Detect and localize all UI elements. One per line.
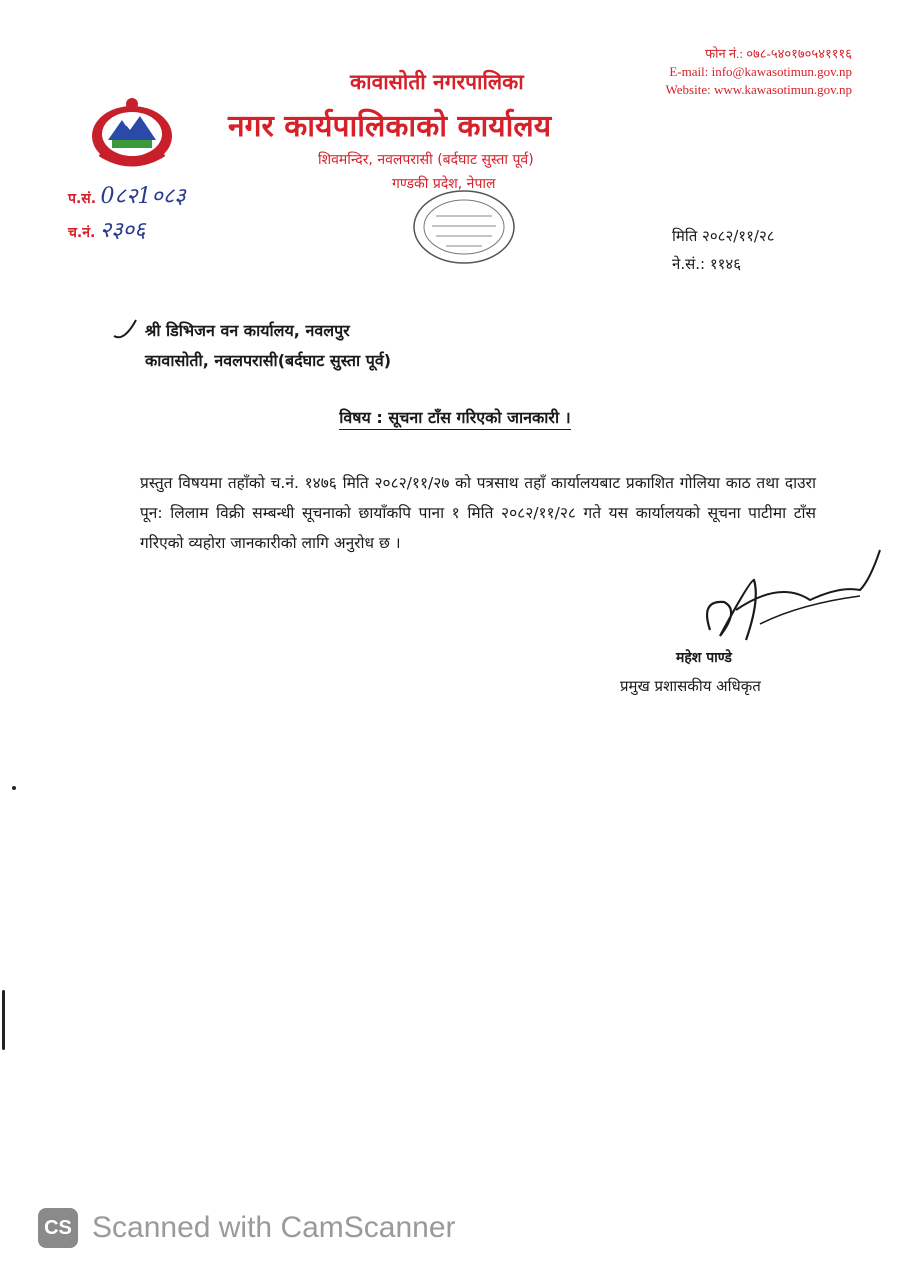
subject-line — [0, 406, 910, 428]
municipality-name: कावासोती नगरपालिका — [350, 70, 524, 94]
recipient-line-1: श्री डिभिजन वन कार्यालय, नवलपुर — [145, 321, 350, 340]
patra-label: प.सं. — [68, 191, 97, 207]
office-name: नगर कार्यपालिकाको कार्यालय — [228, 109, 552, 144]
nepal-emblem-logo — [86, 92, 178, 172]
office-stamp — [408, 186, 520, 268]
nepal-sambat: ने.सं.: ११४६ — [672, 255, 742, 273]
scan-edge-mark — [2, 990, 5, 1050]
date-block — [672, 222, 775, 278]
office-province: गण्डकी प्रदेश, नेपाल — [392, 176, 496, 192]
signer-name: महेश पाण्डे — [676, 650, 732, 666]
recipient-address — [145, 316, 391, 376]
camscanner-logo: CS — [38, 1208, 78, 1248]
chalani-value: २३०६ — [99, 218, 146, 243]
subject-text: विषय : सूचना टाँस गरिएको जानकारी । — [339, 408, 570, 430]
website-address: Website: www.kawasotimun.gov.np — [665, 82, 852, 97]
scan-speck — [12, 786, 16, 790]
handwritten-signature — [690, 540, 890, 660]
signer-title: प्रमुख प्रशासकीय अधिकृत — [620, 677, 761, 695]
chalani-number — [68, 214, 146, 244]
office-address: शिवमन्दिर, नवलपरासी (बर्दघाट सुस्ता पूर्व) — [318, 152, 534, 168]
letter-body: प्रस्तुत विषयमा तहाँको च.नं. १४७६ मिति २०८२/११/२७ को पत्रसाथ तहाँ कार्यालयबाट प्रकाशित गोलिया काठ तथा दाउरा पून: लिलाम विक्री सम्बन्धी सूचनाको छायाँकपि पाना १ मिति २०८२/११/२८ गते यस कार्यालयको सूचना पाटीमा टाँस गरिएको व्यहोरा जानकारीको लागि अनुरोध छ । — [140, 474, 816, 552]
camscanner-watermark: Scanned with CamScanner — [92, 1211, 456, 1244]
recipient-line-2: कावासोती, नवलपरासी(बर्दघाट सुस्ता पूर्व) — [145, 351, 392, 370]
chalani-label: च.नं. — [68, 225, 96, 241]
phone-number: फोन नं.: ०७८-५४०१७०५४१११६ — [705, 46, 852, 61]
patra-sankhya — [68, 180, 186, 210]
contact-block — [666, 45, 852, 99]
email-address: E-mail: info@kawasotimun.gov.np — [669, 64, 852, 79]
patra-value: 0८२1०८३ — [100, 184, 186, 209]
miti-date: मिति २०८२/११/२८ — [672, 227, 775, 245]
